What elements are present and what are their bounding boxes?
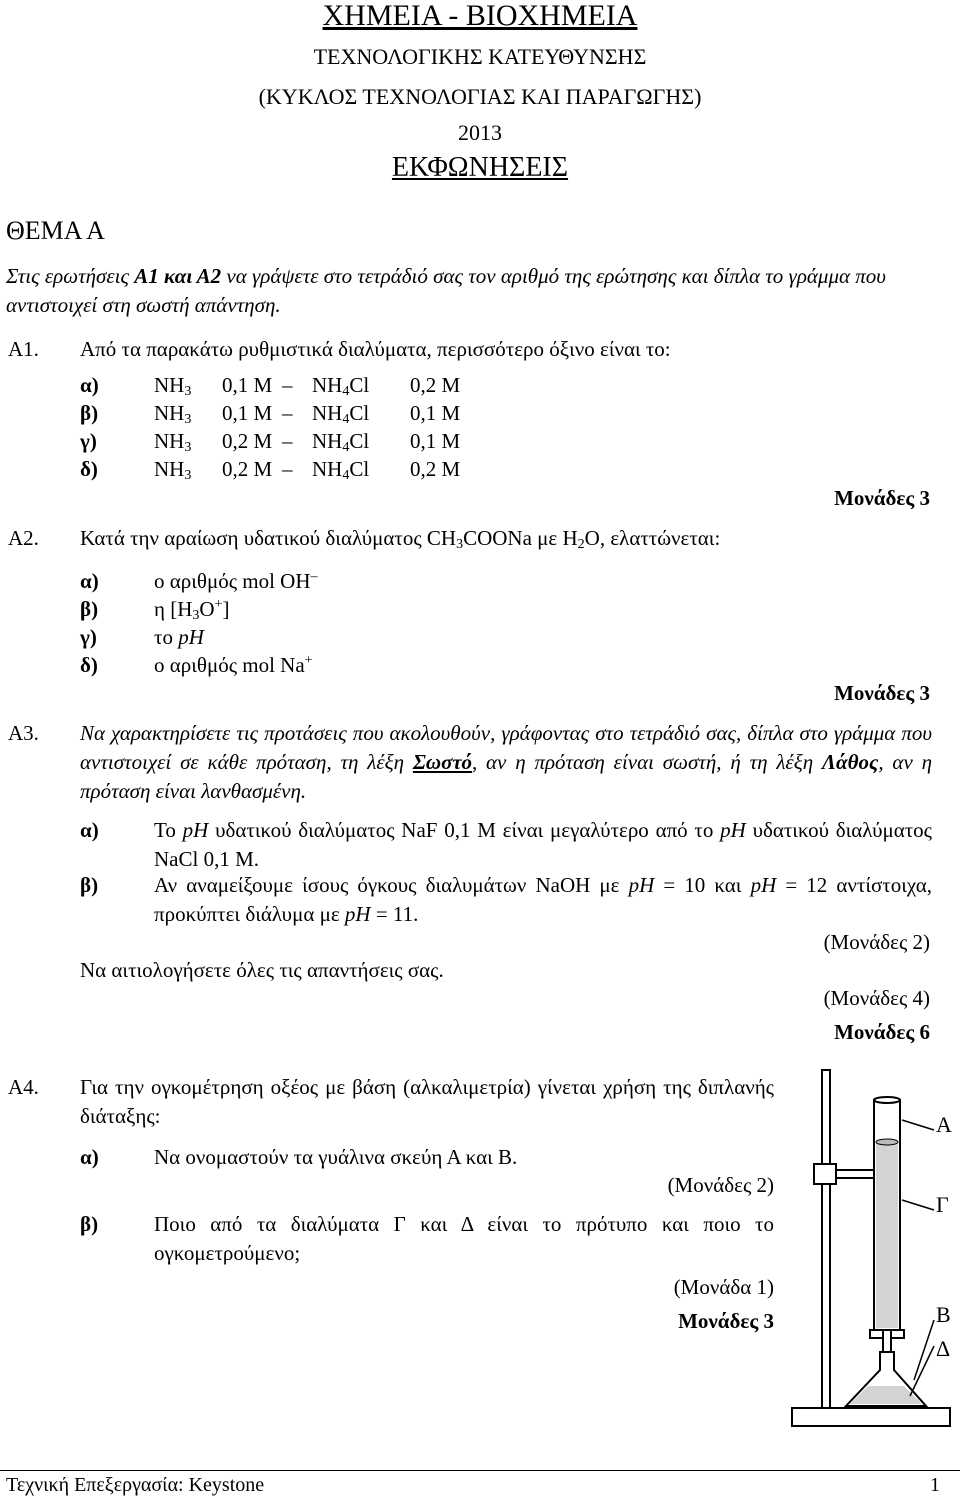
section-heading: ΕΚΦΩΝΗΣΕΙΣ [391, 152, 569, 183]
a3-score: Μονάδες 6 [834, 1020, 930, 1044]
exam-year: 2013 [458, 120, 502, 145]
question-a4-number: Α4. [8, 1075, 39, 1099]
a4-alpha-label: α) [80, 1145, 99, 1169]
footer-credit: Τεχνική Επεξεργασία: Keystone [6, 1474, 265, 1496]
a4-alpha-score: (Μονάδες 2) [667, 1173, 774, 1197]
question-a1-text: Από τα παρακάτω ρυθμιστικά διαλύματα, περισσότερο όξινο είναι το: [80, 337, 671, 361]
a1-score: Μονάδες 3 [834, 486, 930, 510]
question-a2-text: Κατά την αραίωση υδατικού διαλύματος $CH_3COONa$ με $H_2O$, ελαττώνεται: [80, 526, 721, 552]
clamp-boss [814, 1164, 836, 1184]
a4-beta-text: Ποιο από τα διαλύματα Γ και Δ είναι το πρότυπο και ποιο το ογκομετρούμενο; [154, 1212, 774, 1265]
figure-label-gamma: Γ [936, 1192, 949, 1217]
question-a1-number: Α1. [8, 337, 39, 361]
topic-heading: ΘΕΜΑ Α [6, 216, 105, 245]
a2-score: Μονάδες 3 [834, 681, 930, 705]
a3-beta-text: Αν αναμείξουμε ίσους όγκους διαλυμάτων NaOH με pH = 10 και pH = 12 αντίστοιχα, προκύπτει διάλυμα με pH = 11. [154, 873, 932, 926]
a3-justify-score: (Μονάδες 4) [823, 986, 930, 1010]
question-a3-text: Να χαρακτηρίσετε τις προτάσεις που ακολουθούν, γράφοντας στο τετράδιό σας, δίπλα στο γράμμα που αντιστοιχεί σε κάθε πρόταση, τη λέξη Σωστό, αν η πρόταση είναι σωστή, ή τη λέξη Λάθος, αν η πρόταση είναι λανθασμένη. [80, 721, 933, 803]
question-a4-text: Για την ογκομέτρηση οξέος με βάση (αλκαλιμετρία) γίνεται χρήση της διπλανής διάταξης: [80, 1075, 774, 1128]
stand-base [792, 1408, 950, 1426]
a3-beta-score: (Μονάδες 2) [823, 930, 930, 954]
a4-beta-score: (Μονάδα 1) [673, 1275, 774, 1299]
burette-liquid [876, 1142, 898, 1328]
question-a3-number: Α3. [8, 721, 39, 745]
a4-score: Μονάδες 3 [678, 1309, 774, 1333]
stand-rod [822, 1070, 830, 1410]
a3-justify-instruction: Να αιτιολογήσετε όλες τις απαντήσεις σας. [80, 958, 444, 982]
a3-beta-label: β) [80, 873, 99, 897]
figure-label-b: Β [936, 1302, 951, 1327]
document-title: ΧΗΜΕΙΑ - ΒΙΟΧΗΜΕΙΑ [322, 0, 638, 32]
titration-apparatus-figure [784, 1060, 960, 1440]
figure-label-delta: Δ [936, 1336, 951, 1361]
question-a2-number: Α2. [8, 526, 39, 550]
page-number: 1 [930, 1474, 940, 1496]
a4-beta-label: β) [80, 1212, 99, 1236]
a4-alpha-text: Να ονομαστούν τα γυάλινα σκεύη Α και Β. [154, 1145, 518, 1169]
subtitle-cycle: (ΚΥΚΛΟΣ ΤΕΧΝΟΛΟΓΙΑΣ ΚΑΙ ΠΑΡΑΓΩΓΗΣ) [258, 84, 702, 109]
a3-alpha-label: α) [80, 818, 99, 842]
a3-alpha-text: Το pH υδατικού διαλύματος NaF 0,1 M είναι μεγαλύτερο από το pH υδατικού διαλύματος NaCl 0,1 M. [154, 818, 932, 871]
instructions-intro: Στις ερωτήσεις Α1 και Α2 να γράψετε στο τετράδιό σας τον αριθμό της ερώτησης και δίπλα το γράμμα που αντιστοιχεί στη σωστή απάντηση. [6, 264, 886, 317]
figure-label-a: Α [936, 1112, 952, 1137]
footer-divider [0, 1470, 960, 1471]
subtitle-direction: ΤΕΧΝΟΛΟΓΙΚΗΣ ΚΑΤΕΥΘΥΝΣΗΣ [313, 44, 647, 69]
